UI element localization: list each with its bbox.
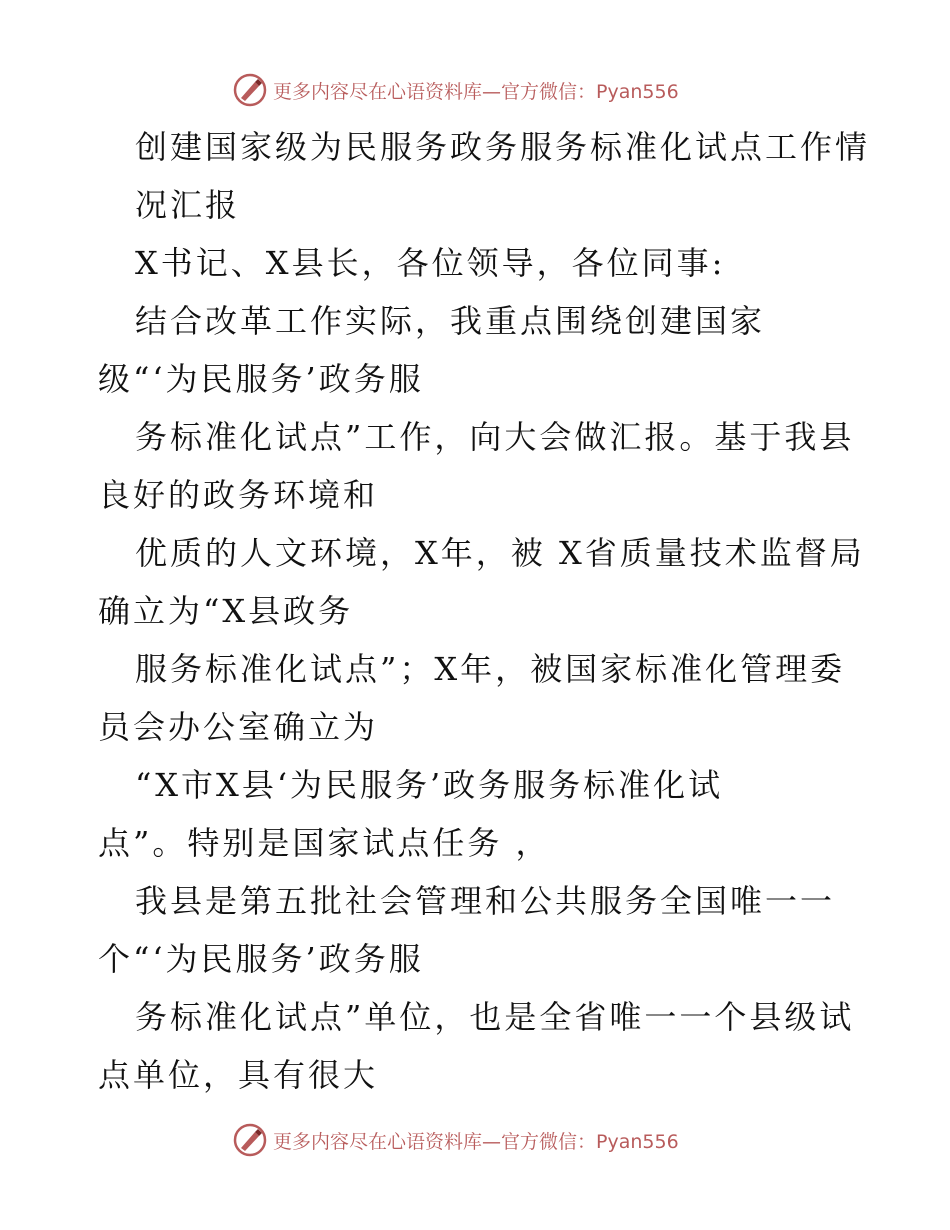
footer-banner xyxy=(233,1122,679,1158)
header-wechat-id: Pyan556 xyxy=(596,80,679,103)
footer-wechat-id: Pyan556 xyxy=(596,1130,679,1153)
pen-circle-logo-icon xyxy=(233,73,267,107)
paragraph-line: 结合改革工作实际，我重点围绕创建国家 xyxy=(135,302,766,340)
paragraph-line: 务标准化试点”工作，向大会做汇报。基于我县 xyxy=(135,418,855,456)
paragraph-line: 员会办公室确立为 xyxy=(98,708,379,746)
paragraph-line: 服务标准化试点”；X年，被国家标准化管理委 xyxy=(135,650,846,688)
paragraph-line: 我县是第五批社会管理和公共服务全国唯一一 xyxy=(135,882,836,920)
paragraph-line: 务标准化试点”单位，也是全省唯一一个县级试 xyxy=(135,998,855,1036)
paragraph-line: 良好的政务环境和 xyxy=(98,476,379,514)
paragraph-line: 个“‘为民服务’政务服 xyxy=(98,940,424,978)
paragraph-line: 点”。特别是国家试点任务 ， xyxy=(98,824,551,862)
title-line-2: 况汇报 xyxy=(135,186,241,224)
paragraph-line: 优质的人文环境，X年，被 X省质量技术监督局 xyxy=(135,534,865,572)
paragraph-line: “X市X县‘为民服务’政务服务标准化试 xyxy=(135,766,724,804)
paragraph-line: 确立为“X县政务 xyxy=(98,592,354,630)
paragraph-line: 级“‘为民服务’政务服 xyxy=(98,360,424,398)
header-banner-text: 更多内容尽在心语资料库—官方微信：Pyan556 xyxy=(273,80,679,103)
header-banner xyxy=(233,72,679,108)
pen-circle-logo-icon xyxy=(233,1123,267,1157)
footer-banner-text: 更多内容尽在心语资料库—官方微信：Pyan556 xyxy=(273,1130,679,1153)
title-line-1: 创建国家级为民服务政务服务标准化试点工作情 xyxy=(135,128,871,166)
salutation-line: X书记、X县长，各位领导，各位同事: xyxy=(135,244,726,282)
paragraph-line: 点单位，具有很大 xyxy=(98,1056,379,1094)
